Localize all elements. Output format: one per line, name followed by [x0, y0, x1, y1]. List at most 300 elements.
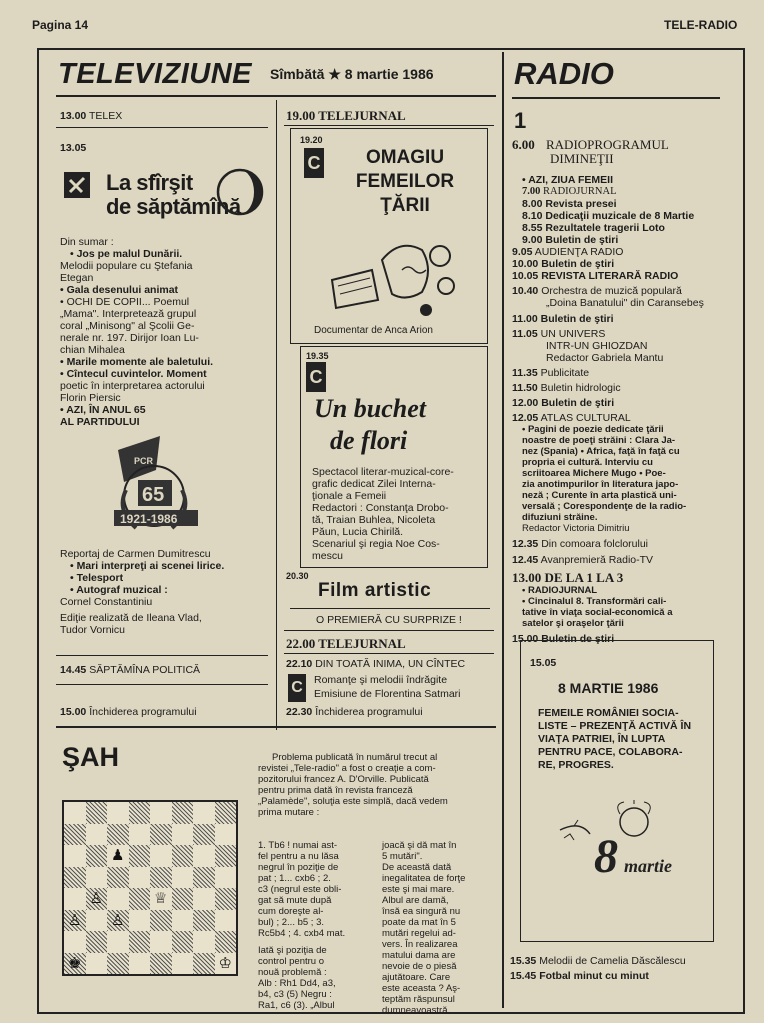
schedule-row: [512, 270, 724, 282]
name: AZI, ZIUA FEMEII: [528, 174, 613, 186]
text-line: prima mutare :: [258, 807, 320, 818]
chess-square: [129, 867, 151, 889]
column-divider: [502, 52, 504, 1008]
name: AUDIENŢA RADIO: [534, 246, 624, 258]
time: 6.00: [512, 137, 535, 152]
chess-square: [86, 910, 108, 932]
chess-square: [129, 845, 151, 867]
schedule-row: [512, 152, 724, 166]
chess-square: [150, 953, 172, 975]
radio-schedule: [512, 138, 724, 645]
publication-name: TELE-RADIO: [664, 18, 738, 32]
chess-square: [64, 802, 86, 824]
name: Melodii de Camelia Dăscălescu: [539, 955, 686, 967]
time: 9.05: [512, 246, 533, 258]
text-line: • RADIOJURNAL: [522, 585, 598, 596]
chess-square: [193, 931, 215, 953]
prog-news2: [286, 636, 406, 652]
text-line: matului dama are: [382, 950, 456, 961]
time: 13.00: [60, 110, 87, 122]
text-line: • Pagini de poezie dedicate ţării: [522, 424, 664, 435]
text-line: Cornel Constantiniu: [60, 596, 153, 608]
chess-square: [172, 910, 194, 932]
name: Din comoara folclorului: [541, 538, 648, 550]
chess-square: [172, 953, 194, 975]
time: 19.00: [286, 108, 316, 123]
time: 12.05: [512, 412, 539, 424]
chess-square: [107, 888, 129, 910]
chess-square: [129, 824, 151, 846]
radio-section-title: RADIO: [514, 56, 614, 91]
text-line: • Gala desenului animat: [60, 284, 179, 296]
weekend-summary: [60, 236, 270, 428]
time: 12.45: [512, 554, 539, 566]
text-line: vers. În realizarea: [382, 939, 458, 950]
moon-icon: [212, 162, 264, 224]
dintoata-line1: Romanţe şi melodii îndrăgite: [314, 674, 448, 686]
schedule-row: [512, 210, 724, 222]
tv-section-title: TELEVIZIUNE: [58, 58, 253, 90]
divider: [56, 684, 268, 685]
text-line: • Cîntecul cuvintelor. Moment: [60, 368, 207, 380]
text-line: fel pentru a nu lăsa: [258, 851, 339, 862]
chess-square: [129, 888, 151, 910]
name: Închiderea programului: [89, 706, 197, 718]
text-line: • AZI, ÎN ANUL 65: [60, 404, 146, 416]
text-line: • Jos pe malul Dunării.: [70, 248, 183, 260]
text-line: FEMEILE ROMÂNIEI SOCIA-: [538, 707, 679, 719]
text-line: chian Mihalea: [60, 344, 125, 356]
time: 15.00: [512, 633, 539, 645]
chess-piece: ♟: [111, 847, 125, 864]
text-line: însă ea singură nu: [382, 906, 461, 917]
text-line: tă, Traian Buhleа, Nicoleta: [312, 514, 436, 526]
bullet: •: [522, 174, 526, 186]
text-line: b4, c3 (5) Negru :: [258, 989, 332, 1000]
chess-square: [193, 953, 215, 975]
schedule-row: [512, 367, 724, 379]
text-line: revistei „Tele-radio" a fost o creaţie a com-: [258, 763, 436, 774]
text-line: pentru prima dată în revista franceză: [258, 785, 413, 796]
chess-square: [64, 931, 86, 953]
chess-piece: ♚: [68, 954, 82, 972]
color-badge: C: [288, 674, 306, 702]
film-title: Film artistic: [318, 580, 432, 601]
chess-square: [86, 867, 108, 889]
prog-close2: [286, 706, 423, 718]
text-line: mutări regelui ad-: [382, 928, 456, 939]
weekend-logo: [64, 170, 264, 224]
text-line: control pentru o: [258, 956, 325, 967]
chess-square: [86, 931, 108, 953]
text-line: 1. Tb6 ! numai ast-: [258, 840, 338, 851]
film-subtitle: O PREMIERĂ CU SURPRIZE !: [316, 614, 462, 626]
time: 10.05: [512, 270, 539, 282]
chess-piece: ♕: [154, 890, 168, 907]
text-line: nevoie de o piesă: [382, 961, 457, 972]
chess-square: [107, 931, 129, 953]
text-line: negrul în poziţie de: [258, 862, 339, 873]
page-number: Pagina 14: [32, 18, 89, 32]
prog-telex: [60, 110, 122, 122]
art-word: martie: [624, 856, 672, 876]
text-line: Păun, Lucia Chirilă.: [312, 526, 404, 538]
time-buchet: 19.35: [306, 351, 329, 361]
text-line: satelor şi oraşelor ţării: [522, 618, 624, 629]
text-line: pat ; 1... cxb6 ; 2.: [258, 873, 331, 884]
buchet-title-line2: de flori: [330, 426, 408, 455]
schedule-row: [512, 285, 724, 297]
text-line: este aceasta ? Aş-: [382, 983, 461, 994]
chess-square: [193, 802, 215, 824]
party-emblem: [96, 430, 216, 542]
divider: [284, 630, 494, 631]
chess-square: [86, 845, 108, 867]
schedule-row: [512, 313, 724, 325]
time: 22.30: [286, 706, 313, 718]
name: Buletin de ştiri: [541, 258, 615, 270]
text-line: 5 mutări".: [382, 851, 423, 862]
time: 15.45: [510, 970, 537, 982]
schedule-row: [512, 412, 724, 424]
divider: [284, 653, 494, 654]
text-line: • OCHI DE COPII... Poemul: [60, 296, 190, 308]
text-line: • Marile momente ale baletului.: [60, 356, 214, 368]
schedule-row: [512, 246, 724, 258]
chess-square: [150, 824, 172, 846]
time: 11.50: [512, 382, 538, 394]
name: DIMINEŢII: [550, 151, 614, 166]
text-line: • Autograf muzical :: [70, 584, 168, 596]
tv-logo-icon: [64, 172, 90, 198]
text-line: Scenariul şi regia Noe Cos-: [312, 538, 440, 550]
time: 8.55: [522, 222, 543, 234]
name: Avanpremieră Radio-TV: [540, 554, 654, 566]
time-weekend: 13.05: [60, 142, 87, 154]
schedule-row: [512, 340, 724, 352]
time: 11.35: [512, 367, 538, 379]
chessboard: [62, 800, 238, 976]
color-badge: C: [306, 362, 326, 392]
prog-close1: [60, 706, 197, 718]
emblem-years: 1921-1986: [120, 512, 178, 526]
text-line: dumneavoastră.: [382, 1005, 451, 1016]
text-line: AL PARTIDULUI: [60, 416, 140, 428]
time: 8.00: [522, 198, 543, 210]
title-line: OMAGIU: [365, 147, 445, 168]
name: INTR-UN GHIOZDAN: [546, 340, 648, 352]
chess-square: [172, 845, 194, 867]
text-line: Din sumar :: [60, 236, 114, 248]
emblem-party: PCR: [134, 456, 154, 466]
name: Buletin de ştiri: [541, 397, 615, 409]
name: Buletin de ştiri: [545, 234, 619, 246]
time: 12.00: [512, 397, 539, 409]
text-line: Florin Piersic: [60, 392, 121, 404]
text-line: Albul are damă,: [382, 895, 449, 906]
chess-square: [107, 824, 129, 846]
text-line: De această dată: [382, 862, 452, 873]
text-line: versală ; Corespondenţe de la radio-: [522, 501, 687, 512]
chess-square: [193, 845, 215, 867]
tv-title-rule: [56, 95, 496, 97]
schedule-row: [512, 174, 724, 186]
text-line: c3 (negrul este obli-: [258, 884, 342, 895]
text-line: Redactor Victoria Dimitriu: [522, 523, 630, 534]
time: 10.40: [512, 285, 539, 297]
chess-square: [86, 802, 108, 824]
chess-title: ŞAH: [62, 742, 120, 772]
text-line: Spectacol literar-muzical-core-: [312, 466, 454, 478]
chess-square: [215, 867, 237, 889]
time: 22.10: [286, 658, 313, 670]
name: Orchestra de muzică populară: [541, 285, 682, 297]
chess-square: [172, 824, 194, 846]
chess-piece: ♙: [68, 911, 82, 929]
chess-square: [150, 802, 172, 824]
text-line: poetic în interpretarea actorului: [60, 380, 205, 392]
chess-square: [215, 824, 237, 846]
text-line: Tudor Vornicu: [60, 624, 125, 636]
text-line: neză ; Curente în arta plastică uni-: [522, 490, 677, 501]
chess-square: [150, 931, 172, 953]
time: 12.35: [512, 538, 539, 550]
emblem-number: 65: [142, 484, 165, 506]
name: DIN TOATĂ INIMA, UN CÎNTEC: [315, 658, 466, 670]
divider: [56, 127, 268, 128]
name: Redactor Gabriela Mantu: [546, 352, 664, 364]
name: Publicitate: [540, 367, 590, 379]
chess-square: [172, 802, 194, 824]
name: Buletin hidrologic: [540, 382, 621, 394]
schedule-row: [512, 234, 724, 246]
chess-square: [64, 888, 86, 910]
chess-col2: [382, 840, 496, 1016]
name: Fotbal minut cu minut: [539, 970, 649, 982]
buchet-title-line1: Un buchet: [314, 394, 426, 423]
chess-piece: ♙: [89, 890, 103, 907]
chess-square: [129, 931, 151, 953]
de1la3-desc: [512, 585, 724, 629]
text-line: poate da mat în 5: [382, 917, 456, 928]
radio-title-rule: [512, 97, 720, 99]
text-line: ajutătoare. Care: [382, 972, 451, 983]
woman-reading-illustration: [322, 230, 462, 320]
name: Buletin de ştiri: [540, 313, 614, 325]
chess-square: [215, 845, 237, 867]
text-line: tative în viaţa social-economică a: [522, 607, 673, 618]
text-line: LISTE – PREZENŢĂ ACTIVĂ ÎN: [538, 720, 692, 732]
text-line: teptăm răspunsul: [382, 994, 455, 1005]
text-line: Iată şi poziţia de: [258, 945, 327, 956]
name: UN UNIVERS: [540, 328, 606, 340]
text-line: Rc5b4 ; 4. cxb4 mat.: [258, 928, 346, 939]
name: RADIOPROGRAMUL: [546, 137, 669, 152]
text-line: • Telesport: [70, 572, 124, 584]
text-line: difuziuni străine.: [522, 512, 598, 523]
time: 13.00: [512, 570, 542, 585]
chess-square: [129, 910, 151, 932]
text-line: Redactori : Constanţa Drobo-: [312, 502, 449, 514]
text-line: este şi mai mare.: [382, 884, 455, 895]
chess-square: [193, 824, 215, 846]
time: 14.45: [60, 664, 87, 676]
box-slogan: [538, 707, 706, 772]
name: „Doina Banatului" din Caransebeş: [546, 297, 704, 309]
chess-square: [172, 931, 194, 953]
time-omagiu: 19.20: [300, 135, 323, 145]
name: ATLAS CULTURAL: [540, 412, 631, 424]
text-line: Problema publicată în numărul trecut al: [272, 752, 438, 763]
chess-square: [86, 953, 108, 975]
text-line: noastre de poeţi străini : Clara Ja-: [522, 435, 676, 446]
radio-end-item: [510, 970, 649, 982]
dintoata-line2: Emisiune de Florentina Satmari: [314, 688, 461, 700]
divider: [284, 125, 494, 126]
chess-square: [215, 888, 237, 910]
text-line: gat să mute după: [258, 895, 332, 906]
art-digit: 8: [594, 830, 618, 880]
name: Dedicaţii muzicale de 8 Martie: [545, 210, 695, 222]
text-line: ţionale a Femeii: [312, 490, 387, 502]
radio-end-item: [510, 955, 686, 967]
text-line: nouă problemă :: [258, 967, 327, 978]
text-line: inegalitatea de forţe: [382, 873, 466, 884]
chess-square: [193, 910, 215, 932]
name: DE LA 1 LA 3: [544, 570, 624, 585]
text-line: PENTRU PACE, COLABORA-: [538, 746, 683, 758]
text-line: nerale nr. 197. Dirijor Ioan Lu-: [60, 332, 199, 344]
text-line: mescu: [312, 550, 343, 562]
text-line: zia anotimpurilor în literatura japo-: [522, 479, 679, 490]
time: 10.00: [512, 258, 539, 270]
chess-intro: [258, 752, 494, 818]
radio-program-number: 1: [514, 108, 527, 133]
text-line: „Mama". Interpretează grupul: [60, 308, 197, 320]
time: 11.05: [512, 328, 538, 340]
divider: [56, 655, 268, 656]
name: Închiderea programului: [315, 706, 423, 718]
chess-square: [86, 824, 108, 846]
tv-date: Sîmbătă ★ 8 martie 1986: [270, 66, 434, 82]
name: TELEX: [89, 110, 123, 122]
schedule-row: [512, 397, 724, 409]
time: 15.00: [60, 706, 87, 718]
divider: [290, 608, 490, 609]
text-line: VIAŢA PATRIEI, ÎN LUPTA: [538, 733, 666, 745]
text-line: RE, PROGRES.: [538, 759, 614, 771]
schedule-row: [512, 138, 724, 152]
name: Buletin de ştiri: [541, 633, 615, 645]
chess-square: [107, 953, 129, 975]
schedule-row: [512, 222, 724, 234]
name: TELEJURNAL: [318, 636, 406, 651]
text-line: bul) ; 2... b5 ; 3.: [258, 917, 325, 928]
schedule-row: [512, 328, 724, 340]
text-line: Ediţie realizată de Ileana Vlad,: [60, 612, 202, 624]
time: 9.00: [522, 234, 543, 246]
prog-news1: [286, 108, 406, 124]
name: TELEJURNAL: [318, 108, 406, 123]
schedule-row: [512, 198, 724, 210]
chess-square: [107, 867, 129, 889]
text-line: „Palamède", soluţia este simplă, dacă vedem: [258, 796, 448, 807]
text-line: coral „Minisong" al Şcolii Ge-: [60, 320, 195, 332]
logo-line1: La sfîrşit: [106, 170, 193, 195]
logo-line2: de săptămînă: [106, 194, 241, 219]
chess-square: [107, 802, 129, 824]
prog-dintoata: [286, 658, 465, 670]
chess-square: [150, 845, 172, 867]
text-line: Reportaj de Carmen Dumitrescu: [60, 548, 211, 560]
time: 8.10: [522, 210, 543, 222]
omagiu-credit: Documentar de Anca Arion: [314, 325, 433, 336]
box-title: 8 MARTIE 1986: [558, 680, 659, 696]
atlas-desc: [512, 424, 724, 534]
text-line: Ra1, c6 (3). „Albul: [258, 1000, 335, 1011]
eight-march-illustration: [550, 800, 690, 880]
text-line: Melodii populare cu Ştefania: [60, 260, 193, 272]
schedule-row: [512, 352, 724, 364]
chess-piece: ♔: [218, 954, 232, 972]
text-line: scriitoarea Michere Mugo • Poe-: [522, 468, 666, 479]
time-film: 20.30: [286, 571, 309, 581]
chess-piece: ♙: [111, 911, 125, 929]
time-box: 15.05: [530, 657, 557, 669]
text-line: • Cincinalul 8. Transformări cali-: [522, 596, 667, 607]
chess-square: [172, 888, 194, 910]
chess-square: [172, 867, 194, 889]
chess-col1: [258, 840, 372, 1011]
weekend-summary-2: [60, 548, 270, 636]
schedule-row: [512, 554, 724, 566]
name: REVISTA LITERARĂ RADIO: [541, 270, 679, 282]
chess-square: [215, 931, 237, 953]
time: 22.00: [286, 636, 316, 651]
text-line: grafic dedicat Zilei Interna-: [312, 478, 436, 490]
chess-square: [150, 867, 172, 889]
text-line: cum doreşte al-: [258, 906, 324, 917]
chess-square: [150, 910, 172, 932]
schedule-row: [512, 538, 724, 550]
text-line: Etegan: [60, 272, 94, 284]
name: Rezultatele tragerii Loto: [545, 222, 665, 234]
time: 15.35: [510, 955, 537, 967]
text-line: nez (Spania) • Africa, faţă în faţă cu: [522, 446, 680, 457]
chess-square: [64, 867, 86, 889]
chess-square: [193, 867, 215, 889]
text-line: pozitorului francez A. D'Orville. Publicată: [258, 774, 429, 785]
chess-square: [129, 953, 151, 975]
text-line: joacă şi dă mat în: [382, 840, 457, 851]
text-line: propria ei cultură. Interviu cu: [522, 457, 653, 468]
chess-square: [215, 802, 237, 824]
buchet-desc: [312, 466, 482, 562]
color-badge: C: [304, 148, 324, 178]
schedule-row: [512, 297, 724, 309]
chess-square: [129, 802, 151, 824]
title-line: FEMEILOR: [355, 171, 455, 192]
chess-square: [64, 845, 86, 867]
prog-weekly: [60, 664, 200, 676]
omagiu-title: [326, 146, 484, 218]
time: 7.00: [522, 186, 541, 197]
name: Revista presei: [545, 198, 617, 210]
name: RADIOJURNAL: [543, 186, 617, 197]
schedule-row: [512, 186, 724, 198]
tv-column-divider: [276, 100, 277, 730]
schedule-row: [512, 382, 724, 394]
